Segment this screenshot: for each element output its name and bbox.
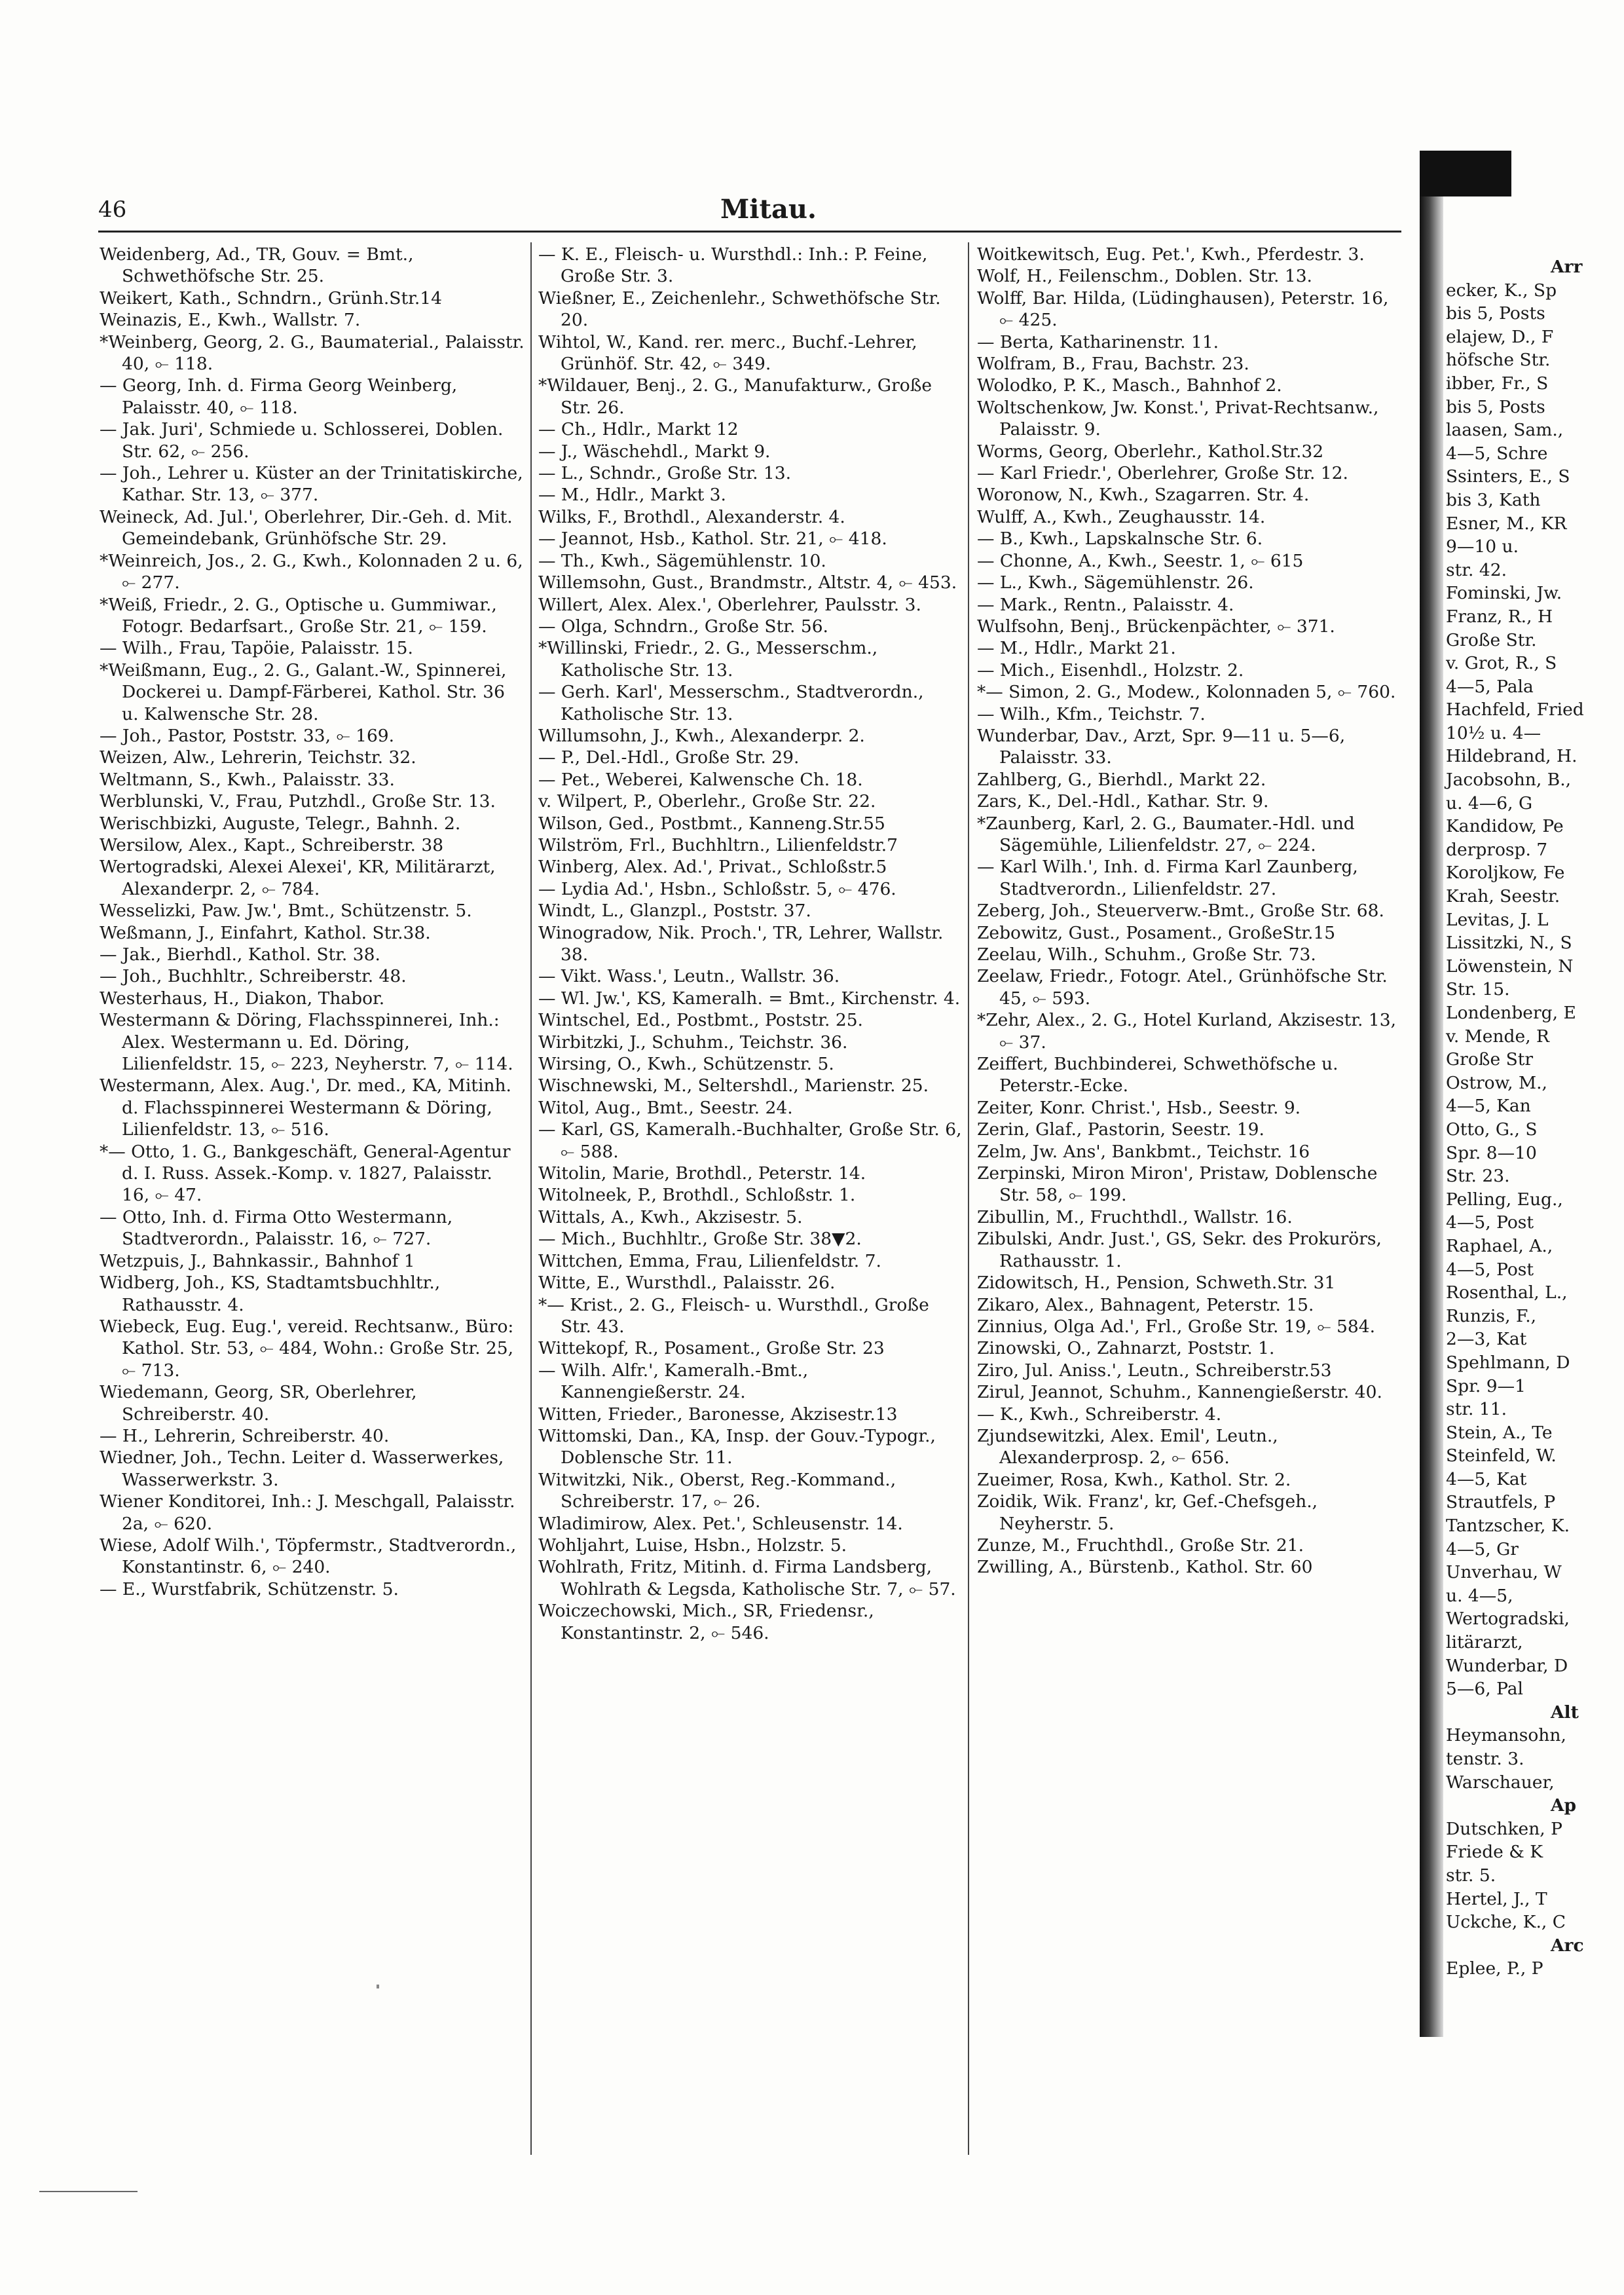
fragment-line: Lissitzki, N., S: [1446, 933, 1572, 954]
fragment-line: v. Grot, R., S: [1446, 653, 1557, 674]
directory-entry: Wladimirow, Alex. Pet.', Schleusenstr. 14.: [538, 1513, 903, 1534]
directory-entry: Westerhaus, H., Diakon, Thabor.: [100, 988, 385, 1009]
fragment-line: u. 4—6, G: [1446, 793, 1533, 813]
fragment-heading: Arr: [1551, 257, 1583, 277]
directory-entry: Zibullin, M., Fruchthdl., Wallstr. 16.: [977, 1206, 1293, 1227]
directory-entry: Wiedemann, Georg, SR, Oberlehrer, Schreiberstr. 40.: [100, 1382, 417, 1425]
directory-entry: Werblunski, V., Frau, Putzhdl., Große Str. 13.: [100, 791, 496, 812]
directory-entry: *Zehr, Alex., 2. G., Hotel Kurland, Akzisestr. 13, ⟜ 37.: [977, 1010, 1397, 1053]
directory-entry: — Mich., Buchhltr., Große Str. 38▼2.: [538, 1229, 862, 1250]
directory-entry: — Olga, Schndrn., Große Str. 56.: [538, 616, 828, 637]
directory-entry: — K., Kwh., Schreiberstr. 4.: [977, 1404, 1222, 1425]
fragment-heading: Arc: [1551, 1935, 1584, 1956]
directory-entry: — H., Lehrerin, Schreiberstr. 40.: [100, 1425, 390, 1446]
fragment-line: Wunderbar, D: [1446, 1655, 1568, 1676]
fragment-line: 10½ u. 4—: [1446, 722, 1541, 743]
directory-entry: — Mark., Rentn., Palaisstr. 4.: [977, 594, 1234, 615]
directory-entry: Wertogradski, Alexei Alexei', KR, Militärarzt, Alexanderpr. 2, ⟜ 784.: [100, 857, 496, 899]
fragment-line: Hertel, J., T: [1446, 1888, 1547, 1909]
fragment-line: Koroljkow, Fe: [1446, 863, 1565, 884]
directory-entry: Weßmann, J., Einfahrt, Kathol. Str.38.: [100, 922, 431, 943]
directory-entry: Witte, E., Wursthdl., Palaisstr. 26.: [538, 1273, 836, 1294]
directory-entry: Zerpinski, Miron Miron', Pristaw, Doblensche Str. 58, ⟜ 199.: [977, 1163, 1378, 1206]
directory-entry: Wilström, Frl., Buchhltrn., Lilienfeldstr.7: [538, 834, 898, 855]
directory-entry: — Karl Friedr.', Oberlehrer, Große Str. 12.: [977, 463, 1348, 484]
directory-entry: — Jak. Juri', Schmiede u. Schlosserei, Doblen. Str. 62, ⟜ 256.: [100, 419, 504, 462]
fragment-line: Otto, G., S: [1446, 1119, 1538, 1140]
directory-entry: Wulfsohn, Benj., Brückenpächter, ⟜ 371.: [977, 616, 1335, 637]
directory-entry: Wiener Konditorei, Inh.: J. Meschgall, Palaisstr. 2a, ⟜ 620.: [100, 1491, 515, 1534]
directory-entry: Wittomski, Dan., KA, Insp. der Gouv.-Typogr., Doblensche Str. 11.: [538, 1425, 936, 1468]
directory-entry: Weidenberg, Ad., TR, Gouv. = Bmt., Schwethöfsche Str. 25.: [100, 244, 414, 287]
directory-entry: Willemsohn, Gust., Brandmstr., Altstr. 4, ⟜ 453.: [538, 572, 957, 593]
directory-entry: Wittekopf, R., Posament., Große Str. 23: [538, 1338, 885, 1359]
directory-entry: — B., Kwh., Lapskalnsche Str. 6.: [977, 529, 1263, 550]
directory-entry: Zikaro, Alex., Bahnagent, Peterstr. 15.: [977, 1294, 1314, 1315]
fragment-heading: Ap: [1551, 1795, 1577, 1816]
directory-entry: Zjundsewitzki, Alex. Emil', Leutn., Alexanderprosp. 2, ⟜ 656.: [977, 1425, 1278, 1468]
directory-entry: Wohljahrt, Luise, Hsbn., Holzstr. 5.: [538, 1535, 847, 1556]
directory-entry: — P., Del.-Hdl., Große Str. 29.: [538, 747, 800, 768]
directory-entry: — M., Hdlr., Markt 21.: [977, 638, 1176, 659]
fragment-line: tenstr. 3.: [1446, 1749, 1524, 1769]
fragment-line: bis 5, Posts: [1446, 396, 1545, 417]
directory-entry: Willumsohn, J., Kwh., Alexanderpr. 2.: [538, 725, 865, 746]
directory-entry: Werischbizki, Auguste, Telegr., Bahnh. 2.: [100, 813, 461, 834]
directory-entry: Wittchen, Emma, Frau, Lilienfeldstr. 7.: [538, 1250, 881, 1271]
directory-entry: Wirsing, O., Kwh., Schützenstr. 5.: [538, 1054, 834, 1075]
directory-entry: Windt, L., Glanzpl., Poststr. 37.: [538, 901, 811, 922]
directory-entry: Weizen, Alw., Lehrerin, Teichstr. 32.: [100, 747, 416, 768]
directory-entry: — L., Kwh., Sägemühlenstr. 26.: [977, 572, 1254, 593]
fragment-line: v. Mende, R: [1446, 1026, 1550, 1047]
directory-entry: Wetzpuis, J., Bahnkassir., Bahnhof 1: [100, 1250, 415, 1271]
directory-entry: Westermann & Döring, Flachsspinnerei, Inh.: Alex. Westermann u. Ed. Döring, Lilienfeldstr. 15, ⟜ 223, Neyherstr. 7, ⟜ 114.: [100, 1010, 513, 1075]
directory-entry: — Vikt. Wass.', Leutn., Wallstr. 36.: [538, 966, 840, 987]
fragment-line: 9—10 u.: [1446, 536, 1519, 557]
directory-entry: Zeelaw, Friedr., Fotogr. Atel., Grünhöfsche Str. 45, ⟜ 593.: [977, 966, 1388, 1009]
fragment-line: Str. 15.: [1446, 979, 1510, 1000]
directory-entry: Woltschenkow, Jw. Konst.', Privat-Rechtsanw., Palaisstr. 9.: [977, 397, 1379, 440]
directory-entry: Zwilling, A., Bürstenb., Kathol. Str. 60: [977, 1557, 1313, 1578]
binding-shadow: [1420, 151, 1443, 2037]
scan-speck: [377, 1985, 379, 1988]
directory-entry: Zebowitz, Gust., Posament., GroßeStr.15: [977, 922, 1336, 943]
directory-entry: Wießner, E., Zeichenlehr., Schwethöfsche Str. 20.: [538, 288, 941, 331]
fragment-line: Raphael, A.,: [1446, 1235, 1553, 1256]
directory-entry: Zunze, M., Fruchthdl., Große Str. 21.: [977, 1535, 1304, 1556]
column-divider: [968, 242, 969, 2155]
fragment-line: elajew, D., F: [1446, 326, 1554, 347]
fragment-line: Ostrow, M.,: [1446, 1072, 1547, 1093]
directory-entry: — Jak., Bierhdl., Kathol. Str. 38.: [100, 944, 380, 965]
fragment-line: Löwenstein, N: [1446, 956, 1574, 977]
directory-entry: Ziro, Jul. Aniss.', Leutn., Schreiberstr.53: [977, 1360, 1332, 1381]
fragment-line: litärarzt,: [1446, 1632, 1523, 1653]
fragment-line: Hachfeld, Fried: [1446, 700, 1584, 720]
fragment-line: Str. 23.: [1446, 1166, 1510, 1187]
fragment-line: höfsche Str.: [1446, 350, 1551, 371]
fragment-line: 4—5, Post: [1446, 1212, 1534, 1233]
directory-entry: Worms, Georg, Oberlehr., Kathol.Str.32: [977, 441, 1324, 462]
directory-entry: — J., Wäschehdl., Markt 9.: [538, 441, 771, 462]
directory-entry: *— Krist., 2. G., Fleisch- u. Wursthdl., Große Str. 43.: [538, 1294, 929, 1337]
directory-entry: *— Simon, 2. G., Modew., Kolonnaden 5, ⟜ 760.: [977, 682, 1396, 703]
directory-column-1: [100, 244, 525, 1600]
fragment-line: Friede & K: [1446, 1842, 1543, 1863]
directory-entry: Zirul, Jeannot, Schuhm., Kannengießerstr. 40.: [977, 1382, 1382, 1403]
directory-entry: — Georg, Inh. d. Firma Georg Weinberg, Palaisstr. 40, ⟜ 118.: [100, 375, 458, 418]
fragment-line: str. 5.: [1446, 1865, 1496, 1886]
fragment-line: Rosenthal, L.,: [1446, 1282, 1568, 1303]
directory-entry: Zueimer, Rosa, Kwh., Kathol. Str. 2.: [977, 1469, 1291, 1490]
directory-entry: Winberg, Alex. Ad.', Privat., Schloßstr.5: [538, 857, 887, 878]
directory-entry: Zeberg, Joh., Steuerverw.-Bmt., Große Str. 68.: [977, 901, 1384, 922]
directory-entry: — Chonne, A., Kwh., Seestr. 1, ⟜ 615: [977, 550, 1304, 571]
fragment-line: Spr. 9—1: [1446, 1375, 1526, 1396]
fragment-line: Dutschken, P: [1446, 1818, 1562, 1839]
directory-entry: *— Otto, 1. G., Bankgeschäft, General-Agentur d. I. Russ. Assek.-Komp. v. 1827, Palaisstr. 16, ⟜ 47.: [100, 1141, 511, 1206]
directory-entry: — Wilh., Frau, Tapöie, Palaisstr. 15.: [100, 638, 413, 659]
fragment-line: Große Str.: [1446, 629, 1537, 650]
fragment-line: ibber, Fr., S: [1446, 373, 1549, 394]
directory-entry: Zahlberg, G., Bierhdl., Markt 22.: [977, 769, 1266, 790]
directory-entry: Witten, Frieder., Baronesse, Akzisestr.13: [538, 1404, 898, 1425]
directory-entry: Wirbitzki, J., Schuhm., Teichstr. 36.: [538, 1032, 848, 1053]
directory-entry: Wersilow, Alex., Kapt., Schreiberstr. 38: [100, 834, 444, 855]
directory-entry: *Weinberg, Georg, 2. G., Baumaterial., Palaisstr. 40, ⟜ 118.: [100, 331, 525, 375]
fragment-line: Spr. 8—10: [1446, 1142, 1537, 1163]
directory-entry: Wiedner, Joh., Techn. Leiter d. Wasserwerkes, Wasserwerkstr. 3.: [100, 1447, 504, 1490]
fragment-line: Levitas, J. L: [1446, 909, 1549, 930]
directory-entry: Wilson, Ged., Postbmt., Kanneng.Str.55: [538, 813, 885, 834]
directory-entry: Zeelau, Wilh., Schuhm., Große Str. 73.: [977, 944, 1316, 965]
fragment-line: bis 5, Posts: [1446, 303, 1545, 324]
fragment-line: Franz, R., H: [1446, 606, 1553, 627]
fragment-line: Strautfels, P: [1446, 1492, 1556, 1513]
fragment-line: Stein, A., Te: [1446, 1422, 1553, 1443]
directory-column-3: [977, 244, 1403, 1578]
fragment-line: Uckche, K., C: [1446, 1912, 1566, 1933]
directory-entry: Zeiffert, Buchbinderei, Schwethöfsche u. Peterstr.-Ecke.: [977, 1054, 1338, 1096]
directory-entry: *Willinski, Friedr., 2. G., Messerschm., Katholische Str. 13.: [538, 638, 878, 681]
directory-entry: Zerin, Glaf., Pastorin, Seestr. 19.: [977, 1119, 1264, 1140]
directory-entry: — Ch., Hdlr., Markt 12: [538, 419, 739, 440]
directory-entry: Zidowitsch, H., Pension, Schweth.Str. 31: [977, 1273, 1336, 1294]
directory-entry: Zeiter, Konr. Christ.', Hsb., Seestr. 9.: [977, 1097, 1301, 1118]
directory-entry: *Wildauer, Benj., 2. G., Manufakturw., Große Str. 26.: [538, 375, 932, 418]
fragment-line: Heymansohn,: [1446, 1725, 1566, 1746]
directory-entry: *Weiß, Friedr., 2. G., Optische u. Gummiwar., Fotogr. Bedarfsart., Große Str. 21, ⟜ 159.: [100, 594, 497, 637]
directory-entry: Weltmann, S., Kwh., Palaisstr. 33.: [100, 769, 395, 790]
directory-entry: — Joh., Lehrer u. Küster an der Trinitatiskirche, Kathar. Str. 13, ⟜ 377.: [100, 463, 523, 506]
footer-rule: [39, 2191, 138, 2192]
directory-entry: — M., Hdlr., Markt 3.: [538, 485, 726, 506]
directory-entry: — Pet., Weberei, Kalwensche Ch. 18.: [538, 769, 863, 790]
directory-entry: — Lydia Ad.', Hsbn., Schloßstr. 5, ⟜ 476.: [538, 878, 896, 899]
fragment-line: Große Str: [1446, 1049, 1534, 1070]
directory-entry: Woitkewitsch, Eug. Pet.', Kwh., Pferdestr. 3.: [977, 244, 1365, 265]
directory-entry: Wolodko, P. K., Masch., Bahnhof 2.: [977, 375, 1282, 396]
fragment-line: 4—5, Schre: [1446, 443, 1548, 464]
directory-column-2: [538, 244, 964, 1644]
fragment-line: u. 4—5,: [1446, 1585, 1513, 1606]
fragment-line: Hildebrand, H.: [1446, 746, 1578, 767]
directory-entry: — Berta, Katharinenstr. 11.: [977, 331, 1219, 352]
directory-entry: Woiczechowski, Mich., SR, Friedensr., Konstantinstr. 2, ⟜ 546.: [538, 1601, 874, 1643]
directory-entry: — K. E., Fleisch- u. Wursthdl.: Inh.: P. Feine, Große Str. 3.: [538, 244, 928, 287]
directory-entry: Zibulski, Andr. Just.', GS, Sekr. des Prokurörs, Rathausstr. 1.: [977, 1229, 1382, 1271]
directory-entry: — Gerh. Karl', Messerschm., Stadtverordn., Katholische Str. 13.: [538, 682, 924, 724]
fragment-line: Eplee, P., P: [1446, 1958, 1543, 1979]
directory-entry: Weinazis, E., Kwh., Wallstr. 7.: [100, 310, 361, 331]
directory-entry: — E., Wurstfabrik, Schützenstr. 5.: [100, 1578, 399, 1599]
directory-entry: — Jeannot, Hsb., Kathol. Str. 21, ⟜ 418.: [538, 529, 887, 550]
fragment-line: Warschauer,: [1446, 1772, 1555, 1793]
directory-entry: — Wilh. Alfr.', Kameralh.-Bmt., Kannengießerstr. 24.: [538, 1360, 809, 1403]
directory-entry: Willert, Alex. Alex.', Oberlehrer, Paulsstr. 3.: [538, 594, 921, 615]
fragment-line: 4—5, Post: [1446, 1259, 1534, 1280]
directory-entry: Westermann, Alex. Aug.', Dr. med., KA, Mitinh. d. Flachsspinnerei Westermann & Döring, Lilienfeldstr. 13, ⟜ 516.: [100, 1075, 511, 1140]
directory-entry: Winogradow, Nik. Proch.', TR, Lehrer, Wallstr. 38.: [538, 922, 944, 965]
fragment-line: Esner, M., KR: [1446, 513, 1567, 534]
directory-entry: — Karl Wilh.', Inh. d. Firma Karl Zaunberg, Stadtverordn., Lilienfeldstr. 27.: [977, 857, 1358, 899]
directory-entry: Widberg, Joh., KS, Stadtamtsbuchhltr., Rathausstr. 4.: [100, 1273, 441, 1315]
directory-entry: Wunderbar, Dav., Arzt, Spr. 9—11 u. 5—6, Palaisstr. 33.: [977, 725, 1346, 768]
fragment-line: Spehlmann, D: [1446, 1352, 1570, 1373]
directory-entry: Wolfram, B., Frau, Bachstr. 23.: [977, 354, 1249, 375]
directory-entry: Wittals, A., Kwh., Akzisestr. 5.: [538, 1206, 803, 1227]
fragment-line: 4—5, Kan: [1446, 1096, 1531, 1117]
fragment-line: Pelling, Eug.,: [1446, 1189, 1563, 1210]
directory-entry: Weikert, Kath., Schndrn., Grünh.Str.14: [100, 288, 442, 308]
directory-entry: — Joh., Buchhltr., Schreiberstr. 48.: [100, 966, 407, 987]
directory-entry: Witolneek, P., Brothdl., Schloßstr. 1.: [538, 1185, 856, 1206]
fragment-line: Steinfeld, W.: [1446, 1446, 1557, 1466]
directory-entry: Wolff, Bar. Hilda, (Lüdinghausen), Peterstr. 16, ⟜ 425.: [977, 288, 1389, 331]
fragment-line: Fominski, Jw.: [1446, 583, 1562, 604]
directory-entry: Weineck, Ad. Jul.', Oberlehrer, Dir.-Geh. d. Mit. Gemeindebank, Grünhöfsche Str. 29.: [100, 506, 513, 550]
fragment-line: 5—6, Pal: [1446, 1679, 1523, 1700]
fragment-line: Ssinters, E., S: [1446, 466, 1570, 487]
directory-entry: Wilks, F., Brothdl., Alexanderstr. 4.: [538, 506, 845, 527]
directory-entry: Wihtol, W., Kand. rer. merc., Buchf.-Lehrer, Grünhöf. Str. 42, ⟜ 349.: [538, 331, 917, 375]
directory-entry: Wiese, Adolf Wilh.', Töpfermstr., Stadtverordn., Konstantinstr. 6, ⟜ 240.: [100, 1535, 517, 1578]
column-divider: [530, 242, 532, 2155]
directory-entry: Wolf, H., Feilenschm., Doblen. Str. 13.: [977, 266, 1312, 287]
directory-entry: Wulff, A., Kwh., Zeughausstr. 14.: [977, 506, 1266, 527]
fragment-line: ecker, K., Sp: [1446, 280, 1557, 301]
directory-entry: Zinowski, O., Zahnarzt, Poststr. 1.: [977, 1338, 1275, 1359]
directory-entry: Wiebeck, Eug. Eug.', vereid. Rechtsanw., Büro: Kathol. Str. 53, ⟜ 484, Wohn.: Große Str. 25, ⟜ 713.: [100, 1316, 514, 1381]
fragment-line: Runzis, F.,: [1446, 1305, 1537, 1326]
directory-entry: Zoidik, Wik. Franz', kr, Gef.-Chefsgeh., Neyherstr. 5.: [977, 1491, 1318, 1534]
directory-entry: Wischnewski, M., Seltershdl., Marienstr. 25.: [538, 1075, 929, 1096]
directory-entry: Zelm, Jw. Ans', Bankbmt., Teichstr. 16: [977, 1141, 1310, 1162]
fragment-line: laasen, Sam.,: [1446, 420, 1564, 441]
directory-entry: — L., Schndr., Große Str. 13.: [538, 463, 792, 484]
directory-entry: Witol, Aug., Bmt., Seestr. 24.: [538, 1097, 793, 1118]
directory-entry: — Wl. Jw.', KS, Kameralh. = Bmt., Kirchenstr. 4.: [538, 988, 961, 1009]
adjacent-page-fragment: [1420, 151, 1624, 2037]
directory-entry: — Th., Kwh., Sägemühlenstr. 10.: [538, 550, 826, 571]
fragment-line: Kandidow, Pe: [1446, 816, 1564, 837]
fragment-line: Tantzscher, K.: [1446, 1516, 1570, 1537]
fragment-line: 4—5, Gr: [1446, 1539, 1519, 1559]
fragment-text: [1446, 255, 1624, 1981]
directory-entry: — Otto, Inh. d. Firma Otto Westermann, Stadtverordn., Palaisstr. 16, ⟜ 727.: [100, 1206, 453, 1250]
fragment-line: derprosp. 7: [1446, 839, 1548, 860]
directory-entry: *Zaunberg, Karl, 2. G., Baumater.-Hdl. und Sägemühle, Lilienfeldstr. 27, ⟜ 224.: [977, 813, 1355, 855]
directory-entry: — Karl, GS, Kameralh.-Buchhalter, Große Str. 6, ⟜ 588.: [538, 1119, 962, 1162]
directory-entry: *Weißmann, Eug., 2. G., Galant.-W., Spinnerei, Dockerei u. Dampf-Färberei, Kathol. Str. 36 u. Kalwensche Str. 28.: [100, 660, 507, 724]
page-number: 46: [98, 196, 127, 223]
fragment-line: Jacobsohn, B.,: [1446, 770, 1572, 791]
directory-entry: Wohlrath, Fritz, Mitinh. d. Firma Landsberg, Wohlrath & Legsda, Katholische Str. 7, ⟜ 57.: [538, 1557, 956, 1599]
fragment-line: Unverhau, W: [1446, 1562, 1562, 1583]
fragment-line: 4—5, Kat: [1446, 1468, 1527, 1489]
directory-entry: Witolin, Marie, Brothdl., Peterstr. 14.: [538, 1163, 866, 1184]
fragment-line: 4—5, Pala: [1446, 676, 1534, 697]
directory-entry: *Weinreich, Jos., 2. G., Kwh., Kolonnaden 2 u. 6, ⟜ 277.: [100, 550, 523, 593]
directory-entry: — Mich., Eisenhdl., Holzstr. 2.: [977, 660, 1244, 681]
directory-entry: v. Wilpert, P., Oberlehr., Große Str. 22.: [538, 791, 876, 812]
fragment-line: Krah, Seestr.: [1446, 886, 1560, 907]
directory-entry: Wesselizki, Paw. Jw.', Bmt., Schützenstr. 5.: [100, 901, 472, 922]
fragment-line: 2—3, Kat: [1446, 1329, 1527, 1350]
directory-entry: — Joh., Pastor, Poststr. 33, ⟜ 169.: [100, 725, 395, 746]
fragment-heading: Alt: [1551, 1702, 1579, 1723]
directory-entry: Wintschel, Ed., Postbmt., Poststr. 25.: [538, 1010, 863, 1031]
scan-blot: [1420, 151, 1511, 196]
fragment-line: Londenberg, E: [1446, 1003, 1576, 1023]
directory-entry: Witwitzki, Nik., Oberst, Reg.-Kommand., Schreiberstr. 17, ⟜ 26.: [538, 1469, 896, 1512]
fragment-line: str. 42.: [1446, 559, 1507, 580]
directory-entry: Zinnius, Olga Ad.', Frl., Große Str. 19, ⟜ 584.: [977, 1316, 1376, 1337]
directory-entry: — Wilh., Kfm., Teichstr. 7.: [977, 703, 1206, 724]
header-rule: [98, 231, 1401, 233]
fragment-line: bis 3, Kath: [1446, 489, 1541, 510]
directory-entry: Zars, K., Del.-Hdl., Kathar. Str. 9.: [977, 791, 1269, 812]
fragment-line: Wertogradski,: [1446, 1609, 1570, 1630]
directory-entry: Woronow, N., Kwh., Szagarren. Str. 4.: [977, 485, 1310, 506]
fragment-line: str. 11.: [1446, 1399, 1507, 1420]
running-head: Mitau.: [720, 194, 817, 225]
